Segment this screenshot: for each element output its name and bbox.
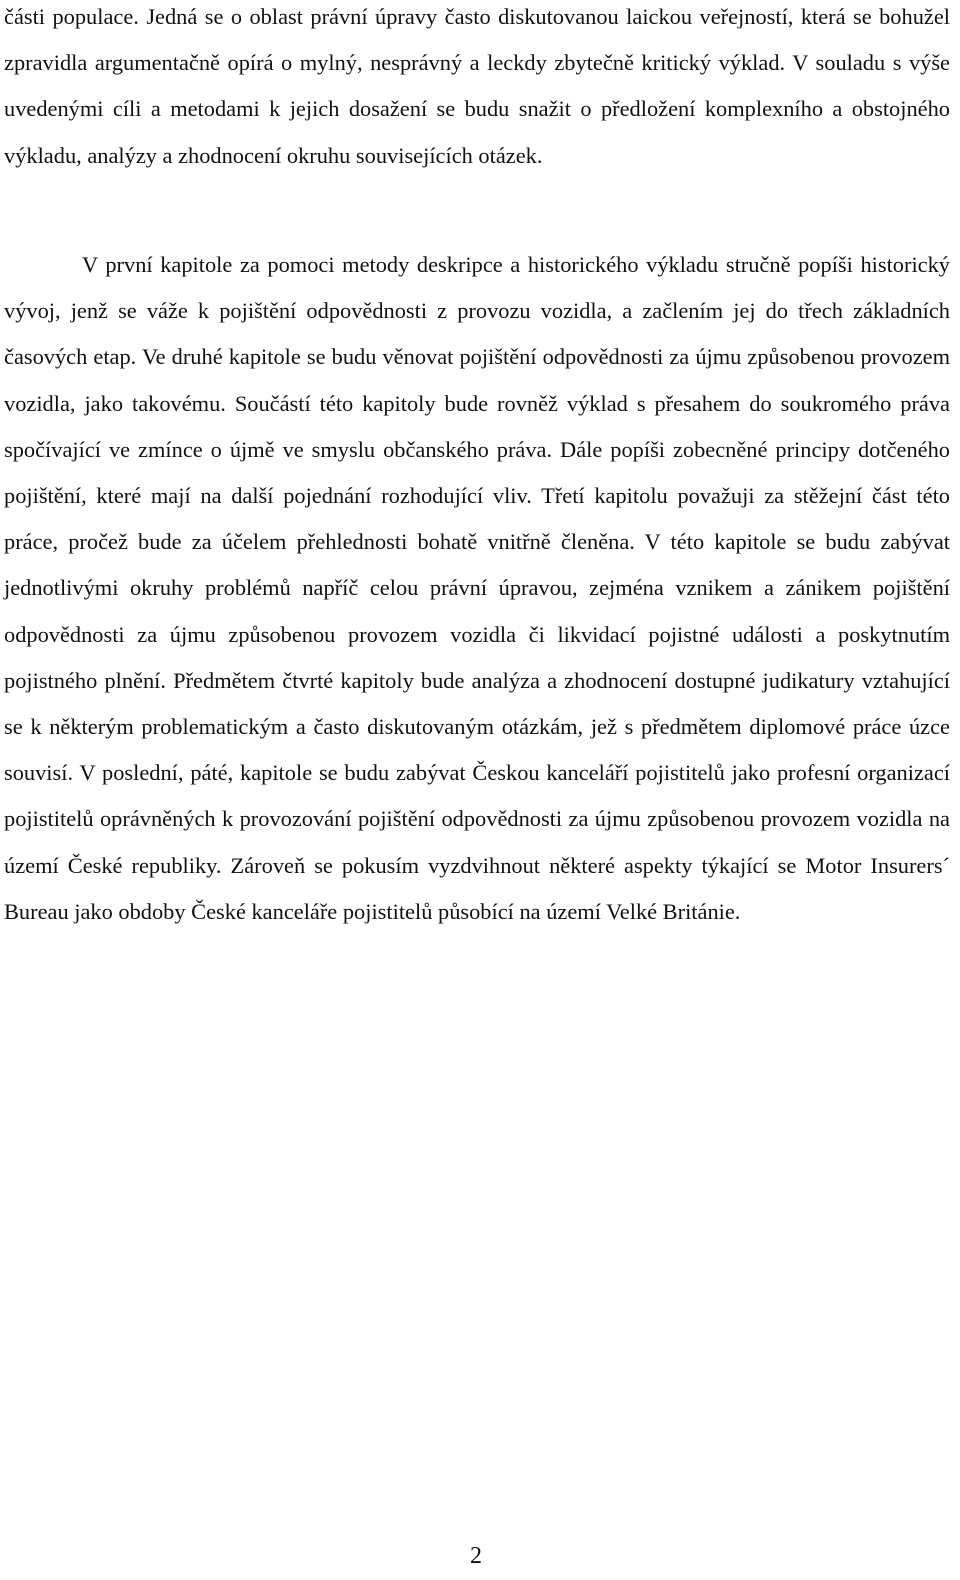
paragraph-chapter-overview: V první kapitole za pomoci metody deskripce a historického výkladu stručně popíši historický vývoj, jenž se váže k pojištění odpovědnosti z provozu vozidla, a začlením jej do třech základních časových etap. Ve druhé kapitole se budu věnovat pojištění odpovědnosti za újmu způsobenou provozem vozidla, jako takovému. Součástí této kapitoly bude rovněž výklad s přesahem do soukromého práva spočívající ve zmínce o újmě ve smyslu občanského práva. Dále popíši zobecněné principy dotčeného pojištění, které mají na další pojednání rozhodující vliv. Třetí kapitolu považuji za stěžejní část této práce, pročež bude za účelem přehlednosti bohatě vnitřně členěna. V této kapitole se budu zabývat jednotlivými okruhy problémů napříč celou právní úpravou, zejména vznikem a zánikem pojištění odpovědnosti za újmu způsobenou provozem vozidla či likvidací pojistné události a poskytnutím pojistného plnění. Předmětem čtvrté kapitoly bude analýza a zhodnocení dostupné judikatury vztahující se k některým problematickým a často diskutovaným otázkám, jež s předmětem diplomové práce úzce souvisí. V poslední, páté, kapitole se budu zabývat Českou kanceláří pojistitelů jako profesní organizací pojistitelů oprávněných k provozování pojištění odpovědnosti za újmu způsobenou provozem vozidla na území České republiky. Zároveň se pokusím vyzdvihnout některé aspekty týkající se Motor Insurers´ Bureau jako obdoby České kanceláře pojistitelů působící na území Velké Británie. xyxy=(4,252,950,924)
page-number: 2 xyxy=(470,1543,482,1569)
paragraph-intro-continuation: části populace. Jedná se o oblast právní úpravy často diskutovanou laickou veřejností, která se bohužel zpravidla argumentačně opírá o mylný, nesprávný a leckdy zbytečně kritický výklad. V souladu s výše uvedenými cíli a metodami k jejich dosažení se budu snažit o předložení komplexního a obstojného výkladu, analýzy a zhodnocení okruhu souvisejících otázek. xyxy=(4,4,950,168)
